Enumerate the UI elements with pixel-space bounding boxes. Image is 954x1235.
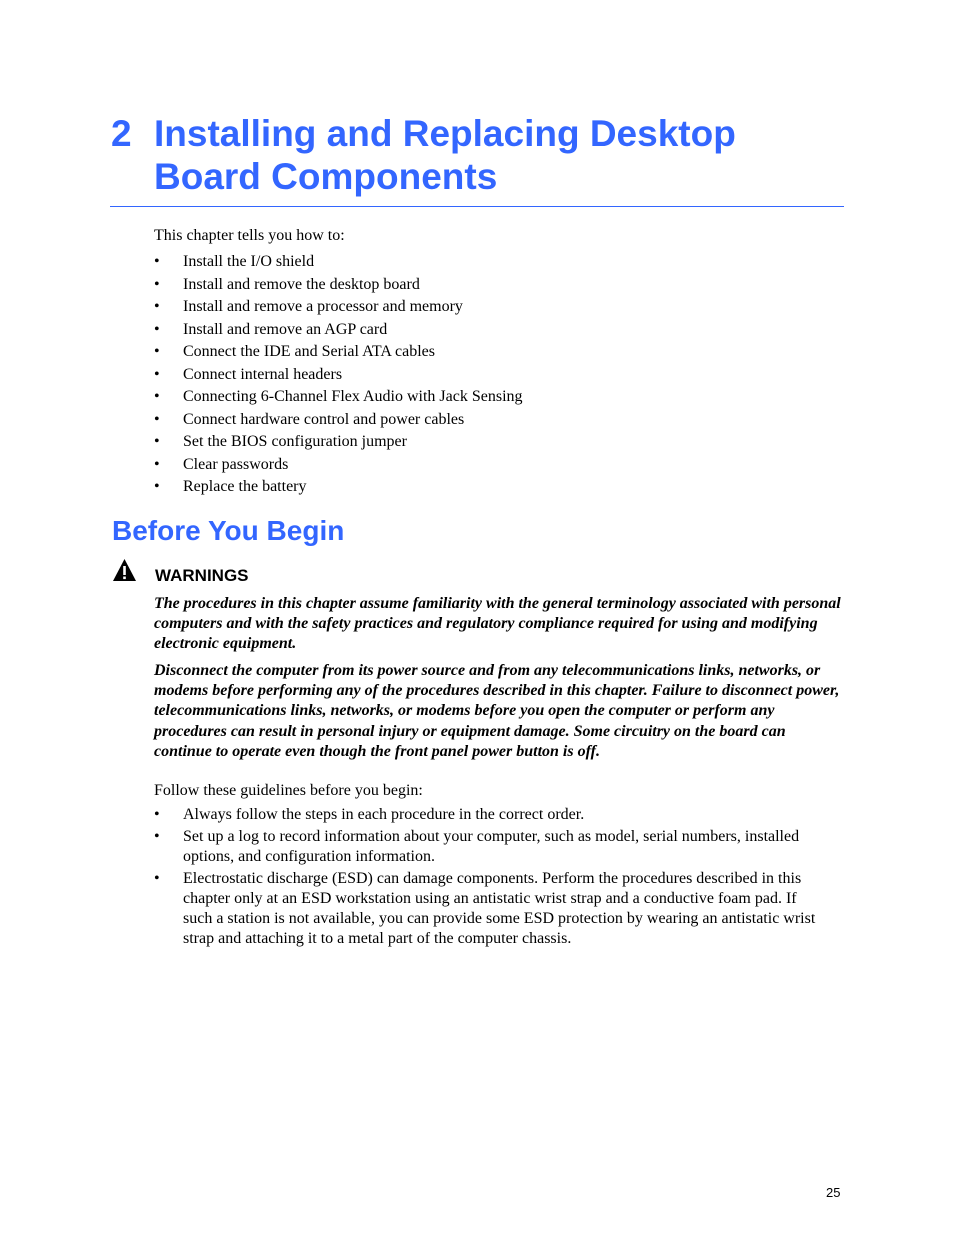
bullet-icon: • <box>154 410 160 428</box>
chapter-divider <box>110 206 844 207</box>
warning-triangle-icon <box>112 558 137 582</box>
warnings-label: WARNINGS <box>155 566 249 585</box>
list-item: • Replace the battery <box>154 478 307 495</box>
warning-paragraph: The procedures in this chapter assume familiarity with the general terminology associated with personal computers and with the safety practices and regulatory compliance required for using and modifying electronic equipment. <box>154 595 841 653</box>
bullet-icon: • <box>154 298 160 315</box>
list-item: • Install and remove an AGP card <box>154 320 388 338</box>
warning-paragraph: Disconnect the computer from its power source and from any telecommunications links, networks, or modems before performing any of the procedures described in this chapter. Failure to disconnect power, telecommunications links, networks, or modems before you open the computer or perform any procedures can result in personal injury or equipment damage. Some circuitry on the board can continue to operate even though the front panel power button is off. <box>154 662 840 760</box>
bullet-icon: • <box>154 343 160 360</box>
bullet-icon: • <box>154 365 160 383</box>
list-item: • Connect internal headers <box>154 365 343 383</box>
section-heading: Before You Begin <box>112 515 345 546</box>
chapter-title: Installing and Replacing Desktop Board Components <box>154 113 736 197</box>
guidelines-list <box>154 805 828 951</box>
list-item: • Always follow the steps in each procedure in the correct order. <box>154 806 585 823</box>
bullet-icon: • <box>154 478 160 495</box>
bullet-icon: • <box>154 388 160 405</box>
list-item: • Connect the IDE and Serial ATA cables <box>154 343 435 360</box>
list-item: • Electrostatic discharge (ESD) can damage components. Perform the procedures described in this chapter only at an ESD workstation using an antistatic wrist strap and a conductive foam pad. If such a station is not available, you can provide some ESD protection by wearing an antistatic wrist strap and attaching it to a metal part of the computer chassis. <box>154 870 816 947</box>
chapter-number: 2 <box>111 113 132 154</box>
bullet-icon: • <box>154 253 160 270</box>
bullet-icon: • <box>154 806 160 823</box>
intro-text: This chapter tells you how to: <box>154 227 345 244</box>
bullet-icon: • <box>154 870 160 887</box>
list-item: • Install and remove a processor and memory <box>154 298 463 315</box>
list-item: • Install the I/O shield <box>154 253 315 270</box>
intro-list <box>154 252 523 500</box>
list-item: • Set up a log to record information about your computer, such as model, serial numbers, installed options, and configuration information. <box>154 828 800 865</box>
chapter-heading <box>111 112 844 198</box>
list-item: • Connecting 6-Channel Flex Audio with Jack Sensing <box>154 388 523 405</box>
bullet-icon: • <box>154 320 160 338</box>
bullet-icon: • <box>154 433 160 450</box>
page-number: 25 <box>826 1185 841 1200</box>
list-item: • Set the BIOS configuration jumper <box>154 433 407 450</box>
list-item: • Clear passwords <box>154 455 289 473</box>
list-item: • Connect hardware control and power cables <box>154 410 465 428</box>
bullet-icon: • <box>154 275 160 293</box>
list-item: • Install and remove the desktop board <box>154 275 420 293</box>
bullet-icon: • <box>154 455 160 473</box>
bullet-icon: • <box>154 828 160 845</box>
guidelines-text: Follow these guidelines before you begin: <box>154 782 423 799</box>
